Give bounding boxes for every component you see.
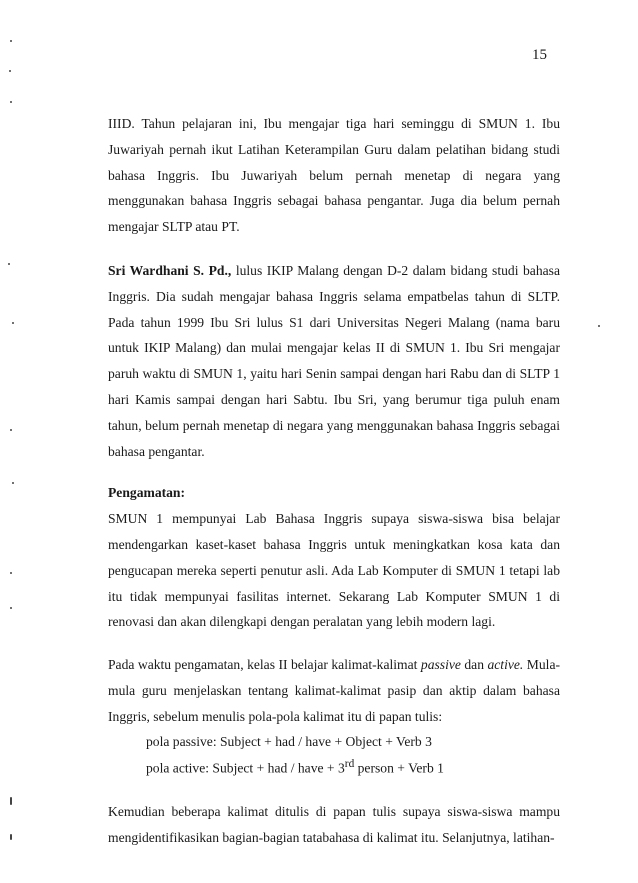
formula-active — [108, 753, 560, 780]
paragraph-juwariyah: IIID. Tahun pelajaran ini, Ibu mengajar tiga hari seminggu di SMUN 1. Ibu Juwariyah pernah ikut Latihan Keterampilan Guru dalam pelatihan bidang studi bahasa Inggris. Ibu Juwariyah belum pernah menetap di negara yang menggunakan bahasa Inggris sebagai bahasa pengantar. Juga dia belum pernah mengajar SLTP atau PT. — [108, 116, 560, 235]
formula-text: person + Verb 1 — [354, 760, 444, 776]
scan-speck — [10, 429, 12, 431]
section-heading — [108, 480, 560, 506]
scan-speck — [8, 263, 10, 265]
scan-speck — [10, 797, 12, 805]
formula-passive: pola passive: Subject + had / have + Object + Verb 3 — [146, 733, 432, 749]
formula-superscript: rd — [344, 757, 355, 770]
term-passive: passive — [420, 657, 461, 673]
scan-speck — [12, 482, 14, 484]
paragraph-text: Pada waktu pengamatan, kelas II belajar kalimat-kalimat — [108, 657, 421, 673]
scan-speck — [10, 834, 12, 840]
page-number: 15 — [532, 47, 547, 63]
scan-speck — [10, 101, 12, 103]
teacher-name: Sri Wardhani S. Pd., — [108, 262, 232, 278]
formula-text: pola active: Subject + had / have + 3 — [146, 760, 345, 776]
paragraph-kemudian: Kemudian beberapa kalimat ditulis di papan tulis supaya siswa-siswa mampu mengidentifikasikan bagian-bagian tatabahasa di kalimat itu. Selanjutnya, latihan- — [108, 804, 560, 845]
scan-speck — [12, 322, 14, 324]
scan-speck — [598, 325, 600, 327]
paragraph-pengamatan-kelas — [108, 652, 560, 729]
paragraph-text: dan — [460, 657, 488, 673]
paragraph-text: Mula-mula guru menjelaskan tentang kalimat-kalimat pasip dan aktip dalam bahasa Inggris, sebelum menulis pola-pola kalimat itu di papan tulis: — [108, 657, 560, 724]
document-body — [108, 111, 560, 851]
paragraph-sri-wardhani — [108, 258, 560, 464]
scan-speck — [10, 607, 12, 609]
scan-speck — [10, 40, 12, 42]
heading-pengamatan: Pengamatan: — [108, 485, 186, 501]
paragraph-text: lulus IKIP Malang dengan D-2 dalam bidang studi bahasa Inggris. Dia sudah mengajar bahasa Inggris selama empatbelas tahun di SLTP. Pada tahun 1999 Ibu Sri lulus S1 dari Universitas Negeri Malang (nama baru untuk IKIP Malang) dan mulai mengajar kelas II di SMUN 1. Ibu Sri mengajar paruh waktu di SMUN 1, yaitu hari Senin sampai dengan hari Rabu dan di SLTP 1 hari Kamis sampai dengan hari Sabtu. Ibu Sri, yang berumur tiga puluh enam tahun, belum pernah menetap di negara yang menggunakan bahasa Inggris sebagai bahasa pengantar. — [108, 262, 560, 459]
scan-speck — [9, 70, 11, 72]
term-active: active. — [487, 657, 524, 673]
scan-speck — [10, 572, 12, 574]
paragraph-lab: SMUN 1 mempunyai Lab Bahasa Inggris supaya siswa-siswa bisa belajar mendengarkan kaset-kaset bahasa Inggris untuk meningkatkan kosa kata dan pengucapan mereka seperti penutur asli. Ada Lab Komputer di SMUN 1 tetapi lab itu tidak mempunyai fasilitas internet. Sekarang Lab Komputer SMUN 1 di renovasi dan akan dilengkapi dengan peralatan yang lebih modern lagi. — [108, 511, 560, 630]
